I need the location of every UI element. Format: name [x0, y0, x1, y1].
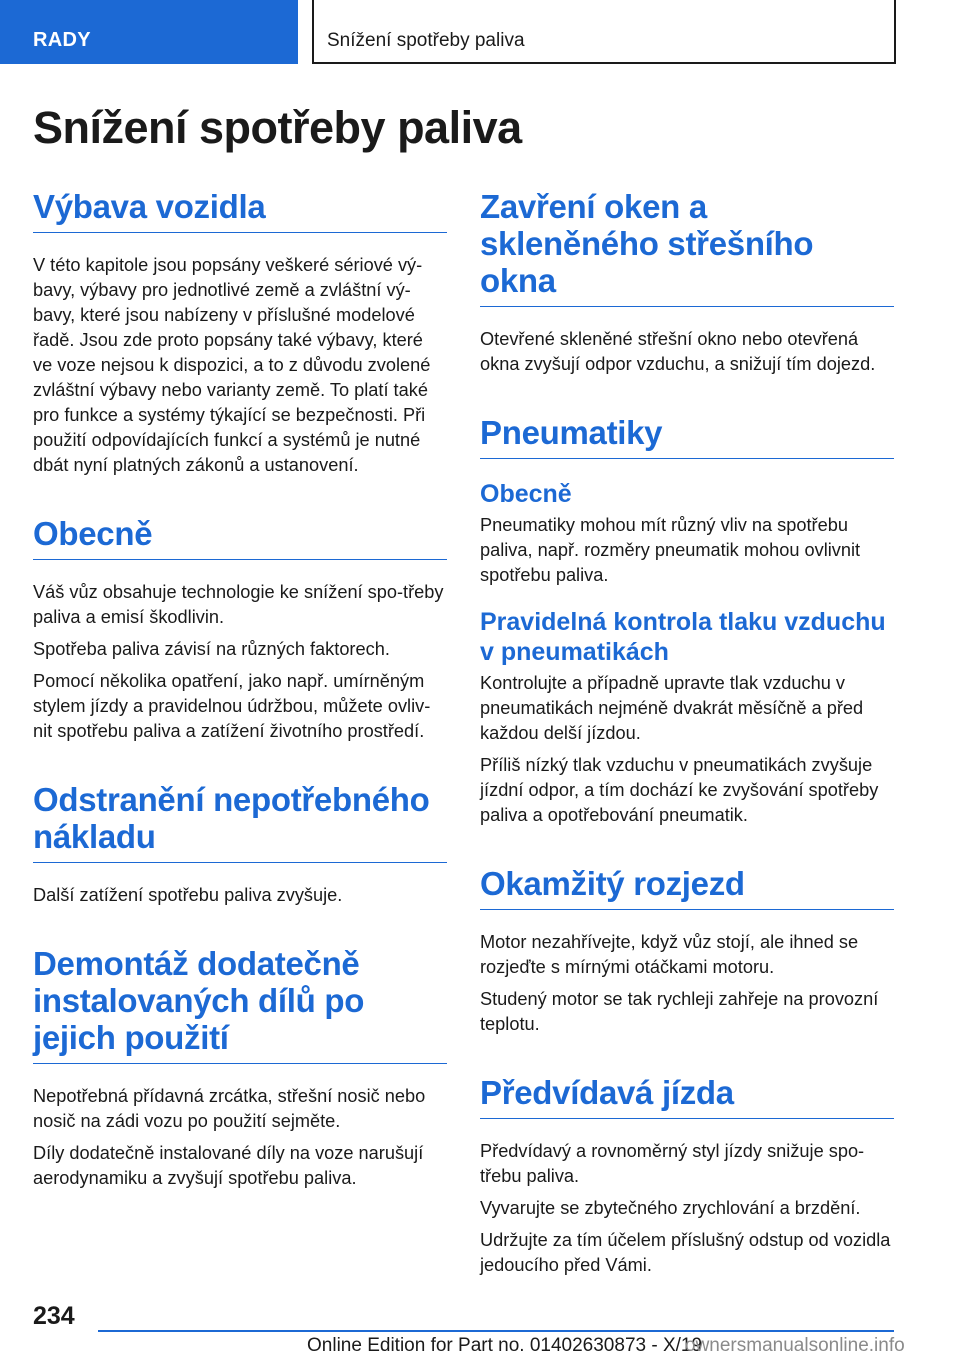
section-obecne [33, 515, 447, 744]
subsection-heading: Pravidelná kontrola tlaku vzduchu v pneumatikách [480, 608, 886, 666]
header-topic-box [312, 0, 896, 64]
paragraph: Otevřené skleněné střešní okno nebo otevřená okna zvyšují odpor vzduchu, a snižují tím dojezd. [480, 329, 876, 374]
paragraph: Díly dodatečně instalované díly na voze narušují aerodynamiku a zvyšují spotřebu paliva. [33, 1143, 424, 1188]
section-zavreni-oken [480, 188, 894, 377]
paragraph: Udržujte za tím účelem příslušný odstup od vozidla jedoucího před Vámi. [480, 1230, 891, 1275]
header-topic-label: Snížení spotřeby paliva [327, 30, 525, 51]
section-heading: Obecně [33, 515, 447, 560]
section-heading: Výbava vozidla [33, 188, 447, 233]
paragraph: Váš vůz obsahuje technologie ke snížení spo-třeby paliva a emisí škodlivin. [33, 582, 444, 627]
page-number: 234 [33, 1302, 75, 1330]
subsection-heading: Obecně [480, 480, 572, 508]
paragraph: Spotřeba paliva závisí na různých faktorech. [33, 639, 390, 659]
paragraph: Pomocí několika opatření, jako např. umírněným stylem jízdy a pravidelnou údržbou, můžete ovliv-nit spotřebu paliva a zatížení životního prostředí. [33, 671, 431, 741]
section-okamzity-rozjezd [480, 865, 894, 1037]
page-title: Snížení spotřeby paliva [33, 102, 522, 153]
section-heading: Předvídavá jízda [480, 1074, 894, 1119]
section-heading: Pneumatiky [480, 414, 894, 459]
paragraph: Nepotřebná přídavná zrcátka, střešní nosič nebo nosič na zádi vozu po použití sejměte. [33, 1086, 426, 1131]
footer-edition-text: Online Edition for Part no. 01402630873 - X/19 [307, 1335, 703, 1356]
footer-watermark: ownersmanualsonline.info [685, 1335, 905, 1356]
paragraph: Motor nezahřívejte, když vůz stojí, ale ihned se rozjeďte s mírnými otáčkami motoru. [480, 932, 859, 977]
header-section-label: RADY [33, 29, 91, 51]
header-section-tab [0, 0, 298, 64]
paragraph: V této kapitole jsou popsány veškeré sériové vý-bavy, výbavy pro jednotlivé země a zvláštní vý-bavy, které jsou nabízeny v příslušné modelové řadě. Jsou zde proto popsány také výbavy, které ve voze nejsou k dispozici, a to z důvodu zvolené zvláštní výbavy nebo varianty země. To platí také pro funkce a systémy týkající se bezpečnosti. Při použití odpovídajících funkcí a systémů je nutné dbát nyní platných zákonů a ustanovení. [33, 255, 431, 475]
section-heading: Odstranění nepotřebného nákladu [33, 781, 447, 863]
right-column [480, 188, 894, 1285]
paragraph: Kontrolujte a případně upravte tlak vzduchu v pneumatikách nejméně dvakrát měsíčně a před každou delší jízdou. [480, 673, 864, 743]
paragraph: Vyvarujte se zbytečného zrychlování a brzdění. [480, 1198, 861, 1218]
paragraph: Studený motor se tak rychleji zahřeje na provozní teplotu. [480, 989, 879, 1034]
paragraph: Předvídavý a rovnoměrný styl jízdy snižuje spo-třebu paliva. [480, 1141, 865, 1186]
paragraph: Příliš nízký tlak vzduchu v pneumatikách zvyšuje jízdní odpor, a tím dochází ke zvyšování spotřeby paliva a opotřebování pneumatik. [480, 755, 879, 825]
paragraph: Další zatížení spotřebu paliva zvyšuje. [33, 885, 343, 905]
section-heading: Demontáž dodatečně instalovaných dílů po jejich použití [33, 945, 447, 1064]
section-odstraneni-nakladu [33, 781, 447, 908]
footer-divider [98, 1330, 894, 1332]
section-vybava-vozidla [33, 188, 447, 478]
section-pneumatiky [480, 414, 894, 828]
section-heading: Zavření oken a skleněného střešního okna [480, 188, 894, 307]
section-predvidava-jizda [480, 1074, 894, 1278]
section-demontaz-dilu [33, 945, 447, 1191]
left-column [33, 188, 447, 1198]
paragraph: Pneumatiky mohou mít různý vliv na spotřebu paliva, např. rozměry pneumatik mohou ovlivnit spotřebu paliva. [480, 515, 861, 585]
section-heading: Okamžitý rozjezd [480, 865, 894, 910]
